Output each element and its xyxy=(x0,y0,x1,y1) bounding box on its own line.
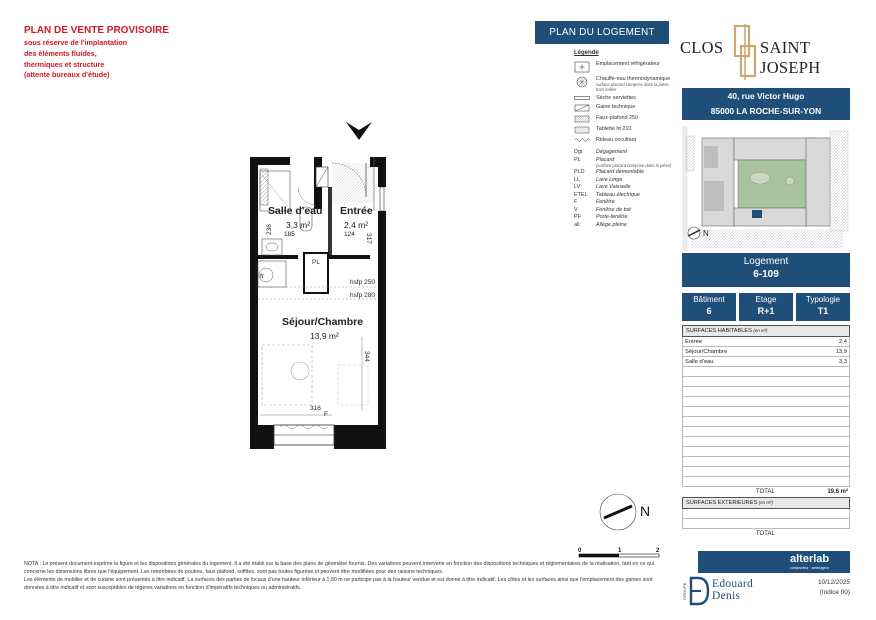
dim-124: 124 xyxy=(344,231,355,238)
abbr-item xyxy=(574,199,674,205)
scale-bar xyxy=(574,546,664,562)
empty-row xyxy=(683,509,849,519)
surfaces-habitables-unit: (en m²) xyxy=(753,328,768,333)
dim-344: 344 xyxy=(363,351,370,362)
disclaimer-line: sous réserve de l'implantation xyxy=(24,38,128,47)
abbr-code: LV xyxy=(574,184,581,190)
abbr-code: F xyxy=(574,199,578,205)
row-value: 2,4 xyxy=(838,339,847,345)
monogram-icon xyxy=(732,24,758,80)
edouard-denis-logo xyxy=(682,576,772,606)
dim-317: 317 xyxy=(365,233,372,244)
legend-label: Gaine technique xyxy=(596,104,636,110)
fridge-icon xyxy=(574,61,590,73)
legend-label: Emplacement réfrigérateur xyxy=(596,61,660,67)
info-value: R+1 xyxy=(757,306,775,316)
abbr-code: PL xyxy=(574,156,581,163)
total-label: TOTAL xyxy=(756,489,775,495)
logement-number: 6-109 xyxy=(753,269,779,280)
row-value: 3,3 xyxy=(838,359,847,365)
north-compass-icon xyxy=(598,492,658,532)
empty-row xyxy=(683,367,849,377)
surfaces-habitables-title: SURFACES HABITABLES xyxy=(686,328,752,334)
edouard-line1: Edouard xyxy=(712,578,754,590)
brand-logo xyxy=(680,24,852,82)
address-line1: 40, rue Victor Hugo xyxy=(727,91,805,101)
address-line2: 85000 LA ROCHE-SUR-YON xyxy=(710,106,822,116)
scale-0: 0 xyxy=(578,548,582,554)
abbr-item xyxy=(574,157,674,168)
info-value: T1 xyxy=(817,306,829,316)
disclaimer-line: thermiques et structure xyxy=(24,59,105,69)
label-hsfp250: hsfp 250 xyxy=(350,279,375,286)
row-value: 13,9 xyxy=(835,349,847,355)
surfaces-exterieures-title: SURFACES EXTERIEURES xyxy=(686,500,758,506)
info-value: 6 xyxy=(706,306,712,316)
abbr-text: Fenêtre xyxy=(596,199,615,205)
siteplan-north: N xyxy=(703,229,709,238)
room-sejour: Séjour/Chambre xyxy=(282,316,364,328)
abbr-item xyxy=(574,177,674,183)
legend-item xyxy=(574,61,674,73)
water-heater-icon xyxy=(574,76,590,88)
abbr-item xyxy=(574,149,674,155)
abbr-text: Tableau électrique xyxy=(596,191,640,198)
legend-item xyxy=(574,115,674,123)
shelf-icon xyxy=(574,126,590,134)
empty-row xyxy=(683,427,849,437)
legend-item xyxy=(574,104,674,112)
floor-plan-drawing xyxy=(240,115,400,455)
floor-plan xyxy=(240,115,400,455)
scale-2: 2 xyxy=(656,548,660,554)
legend-title: Légende xyxy=(574,50,599,56)
abbr-text: Lave Linge xyxy=(596,176,623,183)
document-date xyxy=(790,578,850,599)
abbr-code: V xyxy=(574,206,578,213)
abbr-item xyxy=(574,214,674,220)
empty-row xyxy=(683,417,849,427)
disclaimer-line: des éléments fluides, xyxy=(24,48,97,58)
empty-row xyxy=(683,397,849,407)
dim-316: 316 xyxy=(310,405,321,412)
empty-row xyxy=(683,447,849,457)
abbr-text: Allège pleine xyxy=(596,221,627,228)
surfaces-habitables-total xyxy=(682,487,850,497)
empty-row xyxy=(683,437,849,447)
table-row xyxy=(683,357,849,367)
legend-label: Rideau occultant xyxy=(596,137,637,143)
disclaimer-title: PLAN DE VENTE PROVISOIRE xyxy=(24,25,170,36)
row-name: Salle d'eau xyxy=(685,359,714,365)
area-sejour: 13,9 m² xyxy=(310,331,339,341)
legend xyxy=(574,50,674,229)
abbr-code: PLD xyxy=(574,169,585,175)
abbr-code: all. xyxy=(574,221,581,228)
total-label: TOTAL xyxy=(756,531,775,537)
table-row xyxy=(683,337,849,347)
surfaces-exterieures-total xyxy=(682,529,850,539)
empty-row xyxy=(683,467,849,477)
plan-title: PLAN DU LOGEMENT xyxy=(535,21,669,44)
abbr-text: Placard démontable xyxy=(596,169,644,175)
info-cells xyxy=(682,293,850,321)
legend-label: Faux-plafond 250 xyxy=(596,115,638,121)
note-paragraph: Les éléments de mobilier et de cuisine sont présentés à titre indicatif. La surfaces des parties de locaux d'une hauteur inférieur à 1,80 m ne participe pas à la hauteur vendue et est donné à titre indicatif. Les côtes et les surfaces ainsi que l'emplacement des gaines sont données à titre indicatif et sont susceptibles de légères variations en fonction d'impératifs techniques ou administratifs. xyxy=(24,577,653,592)
empty-row xyxy=(683,377,849,387)
legend-label: Sèche serviettes xyxy=(596,95,636,101)
surfaces-table xyxy=(682,325,850,539)
abbr-item xyxy=(574,222,674,228)
logement-box xyxy=(682,253,850,287)
provisional-disclaimer xyxy=(24,25,224,81)
abbr-text: Lave Vaisselle xyxy=(596,184,631,190)
note-paragraph: NOTA : Le présent document exprime la figure et les dispositions générales du logement. Il a été établi sur la base des plans de géomètre fournis. Des variations peuvent intervenir en fonction des dispositions techniques et réglementaires de la réalisation, tant en ce qui concerne les dimensions libres que l'équipement. Les retombées de poutres, faux plafond, soffites, sont pas toutes figurées et peuvent être modifiées pour des raisons techniques. xyxy=(24,561,655,575)
alterlab-logo xyxy=(698,551,850,573)
info-label: Bâtiment xyxy=(693,295,725,304)
legend-label: Chauffe-eau thermodynamique xyxy=(596,76,671,82)
total-value: 19,6 m² xyxy=(827,489,848,495)
abbr-text: Placard xyxy=(596,156,615,163)
surfaces-exterieures-rows xyxy=(682,509,850,529)
date-value: 10/12/2025 xyxy=(818,579,850,586)
address-box xyxy=(682,88,850,120)
empty-row xyxy=(683,519,849,529)
abbr-item xyxy=(574,207,674,213)
abbr-code: Dgt xyxy=(574,149,583,155)
area-entree: 2,4 m² xyxy=(344,220,369,230)
label-fr: fr xyxy=(260,273,264,280)
curtain-icon xyxy=(574,137,590,143)
technical-duct-icon xyxy=(574,104,590,112)
legend-label: Tablette ht 210 xyxy=(596,126,632,132)
info-label: Typologie xyxy=(805,295,841,304)
surfaces-habitables-header xyxy=(682,325,850,337)
abbr-code: LL xyxy=(574,176,580,183)
brand-right: SAINT JOSEPH xyxy=(760,38,821,77)
total-value xyxy=(810,529,850,539)
legend-sub: surface placard comprise dans la pièce, hors cellier xyxy=(596,82,670,92)
alterlab-sub: constructeur · aménageur xyxy=(790,566,829,570)
table-row xyxy=(683,347,849,357)
north-label: N xyxy=(640,503,651,519)
abbr-text: Porte-fenêtre xyxy=(596,214,628,220)
date-indice: (Indice 00) xyxy=(819,589,850,597)
info-etage xyxy=(739,293,793,321)
abbr-item xyxy=(574,192,674,198)
row-name: Entrée xyxy=(685,339,703,345)
legend-item xyxy=(574,137,674,143)
legend-item xyxy=(574,126,674,134)
room-salle-eau: Salle d'eau xyxy=(268,205,323,217)
surfaces-exterieures-header xyxy=(682,497,850,509)
surfaces-habitables-rows xyxy=(682,337,850,487)
legal-notes xyxy=(24,561,664,594)
abbr-sub: (surface placard comprise dans la pièce) xyxy=(596,162,672,168)
dim-185: 185 xyxy=(284,231,295,238)
abbr-text: Fenêtre de toit xyxy=(596,206,631,213)
label-hsfp280: hsfp 280 xyxy=(350,292,375,299)
legend-item xyxy=(574,76,674,92)
alterlab-name: alterlab xyxy=(790,553,830,565)
ed-monogram-icon xyxy=(688,576,710,606)
surfaces-exterieures-unit: (en m²) xyxy=(758,500,773,505)
false-ceiling-icon xyxy=(574,115,590,123)
legend-item xyxy=(574,95,674,101)
area-salle-eau: 3,3 m² xyxy=(286,220,311,230)
disclaimer-line: (attente bureaux d'étude) xyxy=(24,70,110,80)
abbr-text: Dégagement xyxy=(596,149,627,155)
empty-row xyxy=(683,407,849,417)
label-pl: PL xyxy=(312,259,320,266)
site-plan xyxy=(682,126,850,251)
empty-row xyxy=(683,387,849,397)
scale-1: 1 xyxy=(618,548,622,554)
empty-row xyxy=(683,477,849,487)
abbr-item xyxy=(574,169,674,175)
brand-left: CLOS xyxy=(680,38,724,57)
edouard-vertical: GROUPE xyxy=(682,582,687,600)
info-typologie xyxy=(796,293,850,321)
abbr-code: PF xyxy=(574,214,581,220)
label-f: F xyxy=(324,411,328,418)
logement-label: Logement xyxy=(743,256,789,267)
row-name: Séjour/Chambre xyxy=(685,349,728,355)
room-entree: Entrée xyxy=(340,205,373,217)
dim-236: 236 xyxy=(266,224,273,235)
edouard-line2: Denis xyxy=(712,590,741,602)
abbr-code: ETEL xyxy=(574,191,588,198)
info-label: Etage xyxy=(755,295,777,304)
towel-dryer-icon xyxy=(574,95,590,101)
empty-row xyxy=(683,457,849,467)
abbr-item xyxy=(574,184,674,190)
info-batiment xyxy=(682,293,736,321)
